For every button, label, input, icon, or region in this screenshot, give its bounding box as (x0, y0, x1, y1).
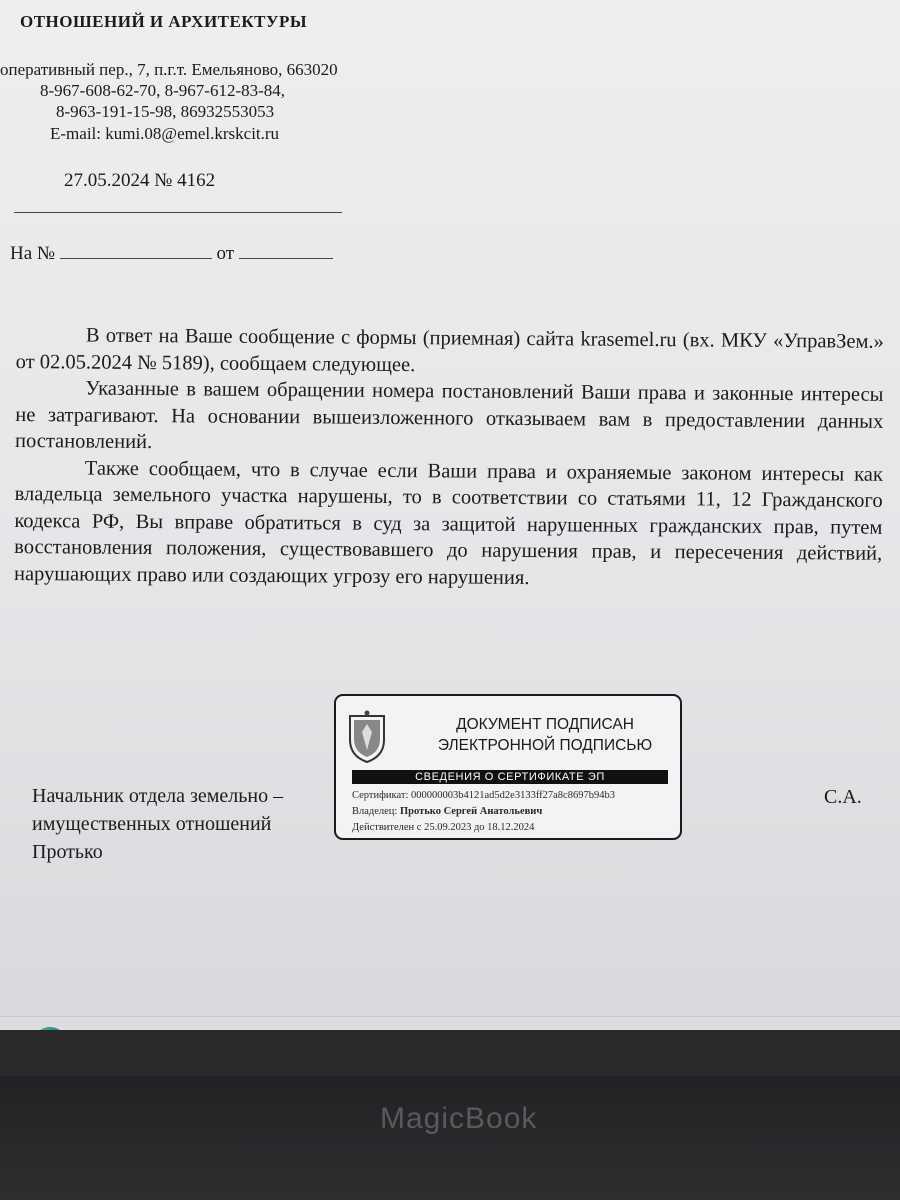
electronic-signature-stamp (334, 694, 682, 840)
owner-value: Протько Сергей Анатольевич (399, 806, 543, 817)
header-email: E-mail: kumi.08@emel.krskcit.ru (50, 124, 280, 143)
paragraph-3: Также сообщаем, что в случае если Ваши права и охраняемые законом интересы как владельца земельного участка нарушены, то в соответствии со статьями 11, 12 Гражданского кодекса РФ, Вы вправе обратиться в суд за защитой нарушенных гражданских прав, путем восстановления положения, существовавшего до нарушения прав, и пересечения действий, нарушающих право или создающих угрозу его нарушения. (13, 457, 883, 589)
signatory-block (32, 782, 283, 866)
document-date-number: 27.05.2024 № 4162 (64, 170, 216, 191)
letter-body (14, 322, 884, 594)
certificate-row (352, 790, 615, 801)
paragraph-1: В ответ на Ваше сообщение с формы (приемная) сайта krasemel.ru (вх. МКУ «УправЗем.» от 02.05.2024 № 5189), сообщаем следующее. (15, 324, 884, 376)
stamp-title (414, 714, 676, 756)
signatory-position-2: имущественных отношений (32, 813, 272, 835)
reference-date-label: от (216, 243, 235, 264)
edge-icon[interactable] (32, 1027, 68, 1030)
taskbar (0, 1016, 900, 1030)
owner-label: Владелец: (352, 806, 398, 817)
validity-row: Действителен с 25.09.2023 до 18.12.2024 (352, 822, 535, 833)
header-address: оперативный пер., 7, п.г.т. Емельяново, 663020 (0, 60, 338, 79)
coat-of-arms-icon (346, 710, 388, 764)
divider (14, 212, 342, 213)
signatory-initials: С.А. (824, 786, 862, 808)
signatory-position-1: Начальник отдела земельно – (32, 785, 284, 807)
reference-line (10, 240, 333, 265)
laptop-bezel (0, 1076, 900, 1200)
stamp-title-line-1: ДОКУМЕНТ ПОДПИСАН (456, 716, 634, 733)
certificate-header-bar: СВЕДЕНИЯ О СЕРТИФИКАТЕ ЭП (352, 770, 668, 784)
header-phones-1: 8-967-608-62-70, 8-967-612-83-84, (40, 81, 286, 100)
certificate-label: Сертификат: (352, 790, 409, 801)
paragraph-2: Указанные в вашем обращении номера постановлений Ваши права и законные интересы не затрагивают. На основании вышеизложенного отказываем вам в предоставлении данных постановлений. (14, 377, 884, 454)
reference-number-blank (60, 240, 212, 259)
certificate-value: 000000003b4121ad5d2e3133ff27a8c8697b94b3 (411, 790, 615, 801)
reference-number-label: На № (10, 243, 56, 264)
header-phones-2: 8-963-191-15-98, 86932553053 (56, 102, 275, 121)
reference-date-blank (239, 240, 333, 259)
laptop-brand-label: MagicBook (380, 1102, 538, 1135)
signatory-surname: Протько (32, 841, 103, 863)
stamp-title-line-2: ЭЛЕКТРОННОЙ ПОДПИСЬЮ (437, 737, 653, 754)
owner-row (352, 806, 542, 817)
header-organization: ОТНОШЕНИЙ И АРХИТЕКТУРЫ (20, 12, 308, 31)
